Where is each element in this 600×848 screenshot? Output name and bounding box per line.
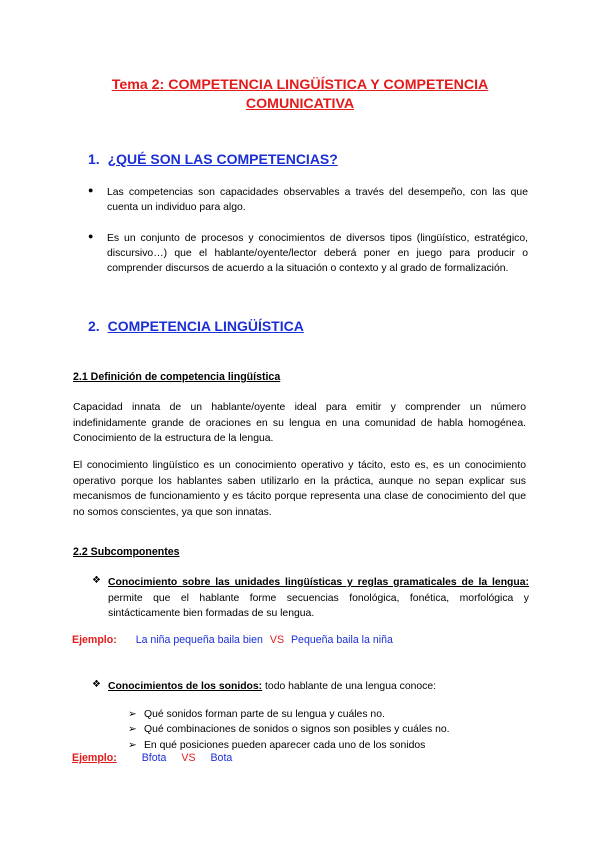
arrow-bullet-icon: ➢ [128, 709, 137, 720]
example-1-sentence-a: La niña pequeña baila bien [135, 634, 263, 646]
subcomponent-1-text: permite que el hablante forme secuencias fonológica, fonética, morfológica y sintácticamente bien formadas de su lengua. [108, 592, 529, 619]
arrow-bullet-icon: ➢ [128, 724, 137, 736]
example-2-word-b: Bota [210, 752, 233, 764]
sounds-list [128, 707, 450, 753]
subcomponent-2-title: Conocimientos de los sonidos: [108, 681, 263, 692]
title-line-2: COMUNICATIVA [245, 96, 355, 112]
example-1-sentence-b: Pequeña baila la niña [290, 634, 393, 646]
list-item: ➢ En qué posiciones pueden aparecer cada uno de los sonidos [128, 738, 450, 753]
bullet-text: Las competencias son capacidades observables a través del desempeño, con las que cuenta un individuo para algo. [107, 187, 528, 213]
example-2-word-a: Bfota [141, 752, 167, 764]
section-2-number: 2. [88, 318, 100, 334]
diamond-bullet-icon: ❖ [92, 679, 101, 690]
subcomponent-item-1 [92, 575, 529, 622]
list-item: ➢ Qué combinaciones de sonidos o signos son posibles y cuáles no. [128, 722, 450, 737]
subsection-2-1-heading: 2.1 Definición de competencia lingüística [73, 371, 281, 383]
section-1-bullet-2 [88, 231, 528, 276]
list-item: ➢ Qué sonidos forman parte de su lengua y cuáles no. [128, 707, 450, 722]
definition-paragraph-1: Capacidad innata de un hablante/oyente ideal para emitir y comprender un número indefinidamente grande de oraciones en su lengua en una comunidad de habla homogénea. Conocimiento de la estructura de la lengua. [73, 402, 526, 444]
bullet-dot-icon: ● [88, 231, 94, 241]
subcomponent-2-text: todo hablante de una lengua conoce: [262, 681, 437, 692]
example-1 [72, 634, 393, 646]
arrow-bullet-icon: ➢ [128, 739, 137, 751]
section-1-number: 1. [88, 151, 100, 167]
subsection-2-2-heading: 2.2 Subcomponentes [73, 546, 180, 558]
title-line-1: Tema 2: COMPETENCIA LINGÜÍSTICA Y COMPETENCIA [111, 77, 489, 93]
section-1-title: ¿QUÉ SON LAS COMPETENCIAS? [107, 151, 338, 167]
section-1-heading [88, 151, 338, 167]
definition-paragraph-2: El conocimiento lingüístico es un conocimiento operativo y tácito, esto es, es un conocimiento operativo porque los hablantes saben utilizarlo en la práctica, aunque no sepan explicar sus mecanismos de funcionamiento y es tácito porque representa una clase de conocimiento del que no somos conscientes, ya que son innatas. [73, 460, 526, 518]
subcomponent-item-2 [92, 679, 529, 695]
example-2-vs: VS [181, 752, 196, 764]
diamond-bullet-icon: ❖ [92, 575, 101, 586]
bullet-dot-icon: ● [88, 185, 94, 195]
example-1-label: Ejemplo: [72, 634, 117, 646]
bullet-text: Es un conjunto de procesos y conocimientos de diversos tipos (lingüístico, estratégico, discursivo…) que el hablante/oyente/lector deberá poner en juego para producir o comprender discursos de acuerdo a la situación o contexto y al grado de formalización. [107, 233, 528, 274]
example-2 [72, 752, 232, 764]
document-title [80, 76, 520, 114]
subcomponent-1-title: Conocimiento sobre las unidades lingüísticas y reglas gramaticales de la lengua: [108, 577, 529, 588]
example-2-label: Ejemplo: [72, 752, 117, 764]
example-1-vs: VS [269, 634, 285, 646]
section-2-heading [88, 318, 304, 334]
section-2-title: COMPETENCIA LINGÜÍSTICA [107, 318, 304, 334]
section-1-bullet-1 [88, 185, 528, 215]
